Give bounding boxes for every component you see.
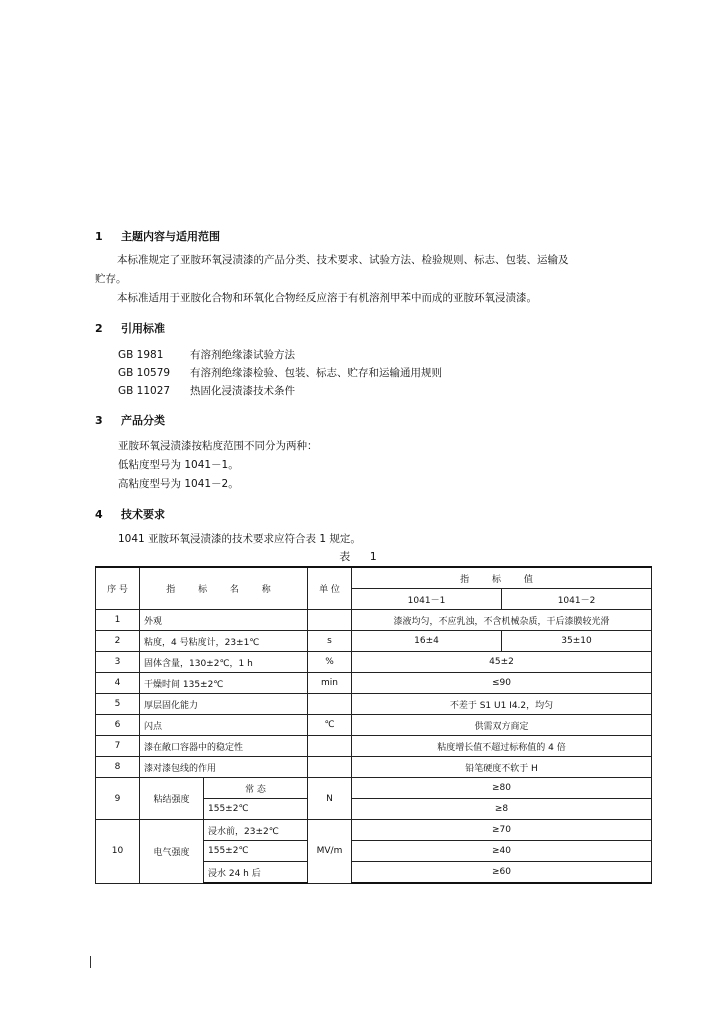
cell-name: 外观: [140, 610, 308, 631]
cell-value: 铅笔硬度不软于 H: [352, 757, 652, 778]
cell-name: 电气强度: [140, 820, 204, 884]
paragraph-text: 本标准规定了亚胺环氧浸渍漆的产品分类、技术要求、试验方法、检验规则、标志、包装、运输及: [117, 254, 569, 266]
cell-seq: 2: [96, 631, 140, 652]
reference-item: [118, 347, 295, 362]
header-unit: 单 位: [308, 567, 352, 610]
margin-mark: [90, 956, 91, 968]
cell-unit: ℃: [308, 715, 352, 736]
section-2-heading: [95, 320, 165, 336]
section-3-heading: [95, 412, 165, 428]
section-title: 主题内容与适用范围: [121, 230, 220, 243]
table-row: [96, 778, 652, 799]
table-row: [96, 610, 652, 631]
cell-seq: 8: [96, 757, 140, 778]
cell-name: 厚层固化能力: [140, 694, 308, 715]
paragraph-text: 贮存。: [95, 273, 127, 285]
cell-seq: 10: [96, 820, 140, 884]
section-number: 2: [95, 322, 103, 335]
paragraph-scope: [95, 251, 664, 270]
table-row: [96, 652, 652, 673]
paragraph-text: 本标准适用于亚胺化合物和环氧化合物经反应溶于有机溶剂甲苯中而成的亚胺环氧浸渍漆。: [117, 292, 537, 304]
cell-unit: [308, 736, 352, 757]
header-value: 指 标 值: [352, 567, 652, 589]
cell-value: 漆液均匀，不应乳浊，不含机械杂质，干后漆膜较光滑: [352, 610, 652, 631]
cell-value: ≤90: [352, 673, 652, 694]
table-row: [96, 631, 652, 652]
cell-seq: 7: [96, 736, 140, 757]
section-title: 引用标准: [121, 322, 165, 335]
cell-seq: 5: [96, 694, 140, 715]
cell-seq: 9: [96, 778, 140, 820]
cell-value: ≥8: [352, 799, 652, 820]
cell-value-type-1: 16±4: [352, 631, 502, 652]
reference-code: GB 11027: [118, 385, 171, 397]
cell-name: 粘度，4 号粘度计，23±1℃: [140, 631, 308, 652]
cell-name: 闪点: [140, 715, 308, 736]
cell-unit: s: [308, 631, 352, 652]
cell-name: 漆对漆包线的作用: [140, 757, 308, 778]
paragraph-scope-cont: [95, 270, 664, 289]
cell-value: 45±2: [352, 652, 652, 673]
cell-condition: 常 态: [204, 778, 308, 799]
cell-unit: N: [308, 778, 352, 820]
cell-value: 粘度增长值不超过标称值的 4 倍: [352, 736, 652, 757]
table-row: [96, 694, 652, 715]
reference-title: 热固化浸渍漆技术条件: [190, 385, 295, 397]
paragraph-text: 1041 亚胺环氧浸渍漆的技术要求应符合表 1 规定。: [118, 533, 361, 545]
cell-condition: 浸水前，23±2℃: [204, 820, 308, 841]
cell-condition: 155±2℃: [204, 841, 308, 862]
cell-name: 干燥时间 135±2℃: [140, 673, 308, 694]
cell-name: 粘结强度: [140, 778, 204, 820]
header-seq: 序 号: [96, 567, 140, 610]
section-1-heading: [95, 228, 220, 244]
cell-name: 固体含量，130±2℃，1 h: [140, 652, 308, 673]
table-row: [96, 673, 652, 694]
paragraph-text: 亚胺环氧浸渍漆按粘度范围不同分为两种：: [118, 440, 318, 452]
table-header-row: [96, 567, 652, 589]
section-title: 产品分类: [121, 414, 165, 427]
header-type-2: 1041－2: [502, 589, 652, 610]
cell-unit: min: [308, 673, 352, 694]
table-row: [96, 820, 652, 841]
cell-value: 供需双方商定: [352, 715, 652, 736]
reference-title: 有溶剂绝缘漆检验、包装、标志、贮存和运输通用规则: [190, 367, 442, 379]
cell-value: ≥80: [352, 778, 652, 799]
paragraph-text: 高粘度型号为 1041－2。: [118, 478, 239, 490]
paragraph-classification: [118, 437, 664, 456]
cell-condition: 浸水 24 h 后: [204, 862, 308, 884]
cell-value: ≥40: [352, 841, 652, 862]
reference-item: [118, 383, 295, 398]
cell-condition: 155±2℃: [204, 799, 308, 820]
cell-value: ≥60: [352, 862, 652, 884]
cell-unit: [308, 610, 352, 631]
cell-seq: 1: [96, 610, 140, 631]
paragraph-high-viscosity: [118, 475, 664, 494]
table-row: [96, 715, 652, 736]
cell-unit: [308, 757, 352, 778]
reference-code: GB 10579: [118, 367, 171, 379]
cell-name: 漆在敞口容器中的稳定性: [140, 736, 308, 757]
reference-item: [118, 365, 442, 380]
spec-table: [95, 566, 652, 884]
table-caption: 表 1: [339, 550, 385, 563]
table-row: [96, 757, 652, 778]
table-row: [96, 736, 652, 757]
cell-unit: MV/m: [308, 820, 352, 884]
paragraph-text: 低粘度型号为 1041－1。: [118, 459, 239, 471]
cell-seq: 6: [96, 715, 140, 736]
reference-title: 有溶剂绝缘漆试验方法: [190, 349, 295, 361]
cell-value-type-2: 35±10: [502, 631, 652, 652]
header-name: 指 标 名 称: [140, 567, 308, 610]
section-number: 4: [95, 508, 103, 521]
cell-seq: 4: [96, 673, 140, 694]
paragraph-low-viscosity: [118, 456, 664, 475]
header-type-1: 1041－1: [352, 589, 502, 610]
cell-unit: [308, 694, 352, 715]
cell-unit: %: [308, 652, 352, 673]
section-number: 1: [95, 230, 103, 243]
paragraph-applicability: [95, 289, 664, 308]
reference-code: GB 1981: [118, 349, 164, 361]
section-title: 技术要求: [121, 508, 165, 521]
cell-value: 不差于 S1 U1 I4.2，均匀: [352, 694, 652, 715]
cell-value: ≥70: [352, 820, 652, 841]
paragraph-requirements: [118, 530, 664, 549]
section-4-heading: [95, 506, 165, 522]
section-number: 3: [95, 414, 103, 427]
cell-seq: 3: [96, 652, 140, 673]
